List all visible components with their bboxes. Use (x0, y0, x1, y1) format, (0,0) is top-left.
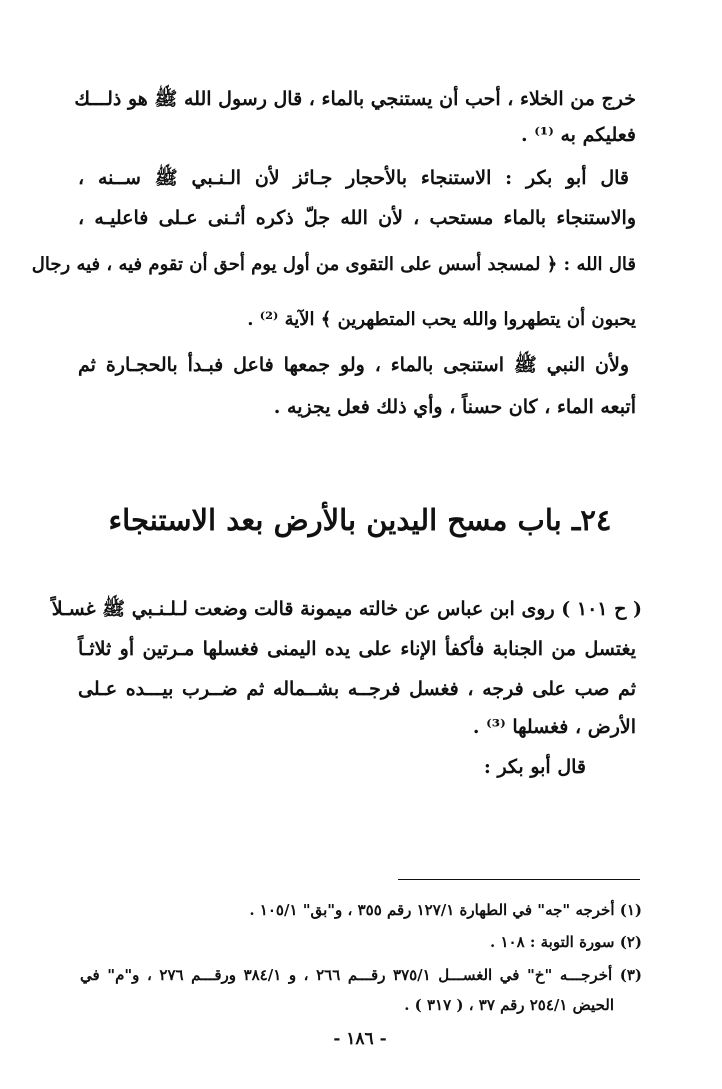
text-line: والاستنجاء بالماء مستحب ، لأن الله جلّ ذكره أثـنى عـلى فاعليـه ، (78, 207, 636, 229)
text-line: يحبون أن يتطهروا والله يحب المتطهرين ﴾ الآية ⁽²⁾ . (247, 309, 636, 330)
text-line: قال أبو بكر : الاستنجاء بالأحجار جـائز لأن الـنـبي ﷺ ســنه ، (78, 167, 629, 189)
text-line: خرج من الخلاء ، أحب أن يستنجي بالماء ، قال رسول الله ﷺ هو ذلـــك (74, 88, 636, 110)
text-line: قال أبو بكر : (483, 756, 586, 778)
footnote: (٣) أخرجـــه "خ" في الغســـل ٣٧٥/١ رقـــم ٢٦٦ ، و ٣٨٤/١ ورقـــم ٢٧٦ ، و"م" في (80, 966, 642, 984)
footnote-continuation: الحيض ٢٥٤/١ رقم ٣٧ ، ( ٣١٧ ) . (404, 996, 614, 1014)
text-line: الأرض ، فغسلها ⁽³⁾ . (472, 716, 636, 738)
text-line: ثم صب على فرجه ، فغسل فرجــه بشــماله ثم ضــرب بيـــده عـلى (78, 678, 636, 700)
page-number: - ١٨٦ - (333, 1029, 387, 1049)
footnote: (٢) سورة التوبة : ١٠٨ . (490, 933, 642, 951)
text-line: يغتسل من الجنابة فأكفأ الإناء على يده اليمنى فغسلها مـرتين أو ثلاثـاً (78, 638, 636, 660)
text-line: ( ح ١٠١ ) روى ابن عباس عن خالته ميمونة قالت وضعت لـلـنـبي ﷺ غسـلاً (51, 598, 642, 620)
footnote-separator (398, 879, 640, 880)
chapter-heading: ٢٤ـ باب مسح اليدين بالأرض بعد الاستنجاء (108, 503, 612, 537)
text-line: فعليكم به ⁽¹⁾ . (521, 124, 636, 146)
text-line: أتبعه الماء ، كان حسناً ، وأي ذلك فعل يجزيه . (273, 396, 636, 418)
footnote: (١) أخرجه "جه" في الطهارة ١٢٧/١ رقم ٣٥٥ ، و"بق" ١٠٥/١ . (249, 901, 642, 919)
text-line: ولأن النبي ﷺ استنجى بالماء ، ولو جمعها فاعل فبـدأ بالحجـارة ثم (78, 354, 629, 376)
text-line: قال الله : ﴿ لمسجد أسس على التقوى من أول يوم أحق أن تقوم فيه ، فيه رجال (31, 254, 636, 275)
